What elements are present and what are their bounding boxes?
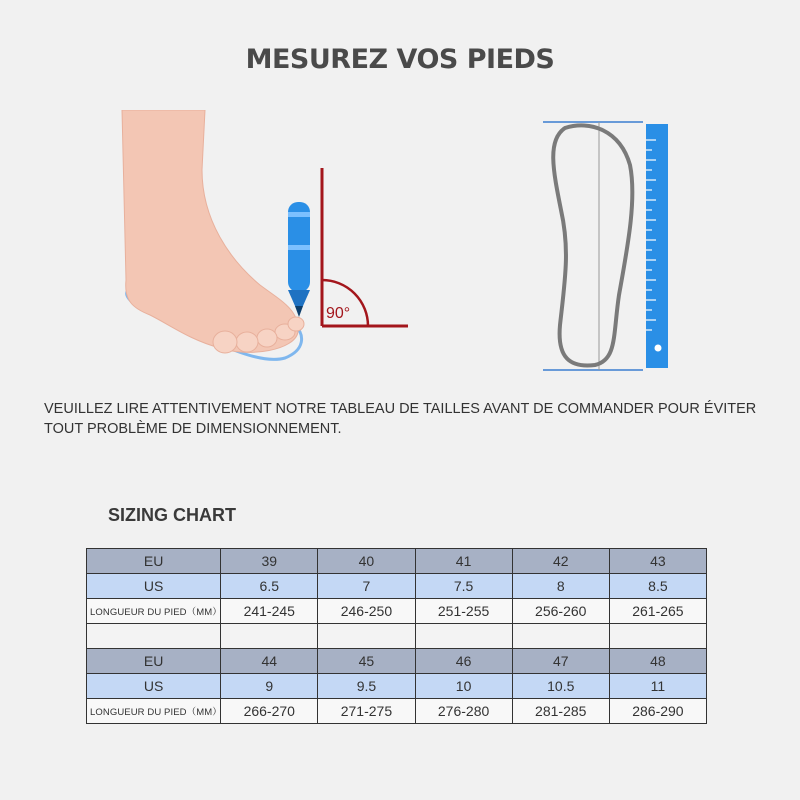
table-cell: 8 [512,574,609,599]
table-cell-empty [221,624,318,649]
table-cell: 261-265 [609,599,706,624]
foot-icon [122,110,304,359]
table-cell: 45 [318,649,415,674]
table-cell: 266-270 [221,699,318,724]
foot-measure-illustration [110,110,420,380]
page-title: MESUREZ VOS PIEDS [245,44,555,75]
row-label-eu: EU [87,649,221,674]
pen-icon [288,202,310,317]
table-cell: 286-290 [609,699,706,724]
table-row-us [87,574,707,599]
table-cell: 8.5 [609,574,706,599]
table-cell: 9.5 [318,674,415,699]
table-cell: 271-275 [318,699,415,724]
table-cell: 43 [609,549,706,574]
table-spacer-row [87,624,707,649]
table-cell: 41 [415,549,512,574]
sole-outline-icon [543,122,643,370]
table-cell: 246-250 [318,599,415,624]
angle-label: 90° [326,305,351,322]
table-row-foot-length [87,599,707,624]
table-row-foot-length [87,699,707,724]
right-angle-icon [322,168,408,326]
row-label-us: US [87,674,221,699]
table-cell: 39 [221,549,318,574]
table-cell-empty [609,624,706,649]
row-label-foot-length: LONGUEUR DU PIED（MM） [87,599,221,624]
table-row-eu [87,549,707,574]
table-cell-empty [415,624,512,649]
table-row-eu [87,649,707,674]
row-label-eu: EU [87,549,221,574]
sole-measure-illustration [535,110,685,380]
table-cell: 281-285 [512,699,609,724]
table-cell: 7.5 [415,574,512,599]
table-cell: 251-255 [415,599,512,624]
table-cell-empty [512,624,609,649]
table-cell: 276-280 [415,699,512,724]
row-label-foot-length: LONGUEUR DU PIED（MM） [87,699,221,724]
table-cell: 42 [512,549,609,574]
table-cell-empty [318,624,415,649]
sizing-notice: VEUILLEZ LIRE ATTENTIVEMENT NOTRE TABLEAU DE TAILLES AVANT DE COMMANDER POUR ÉVITER TOUT PROBLÈME DE DIMENSIONNEMENT. [44,401,757,437]
table-cell: 40 [318,549,415,574]
table-cell: 10.5 [512,674,609,699]
table-cell: 48 [609,649,706,674]
table-cell-empty [87,624,221,649]
table-cell: 44 [221,649,318,674]
ruler-icon [646,124,668,368]
table-cell: 47 [512,649,609,674]
table-cell: 7 [318,574,415,599]
row-label-us: US [87,574,221,599]
table-row-us [87,674,707,699]
table-cell: 6.5 [221,574,318,599]
sizing-chart-heading: SIZING CHART [108,505,236,525]
table-cell: 256-260 [512,599,609,624]
sizing-table [86,548,707,724]
table-cell: 9 [221,674,318,699]
table-cell: 10 [415,674,512,699]
table-cell: 11 [609,674,706,699]
table-cell: 241-245 [221,599,318,624]
table-cell: 46 [415,649,512,674]
